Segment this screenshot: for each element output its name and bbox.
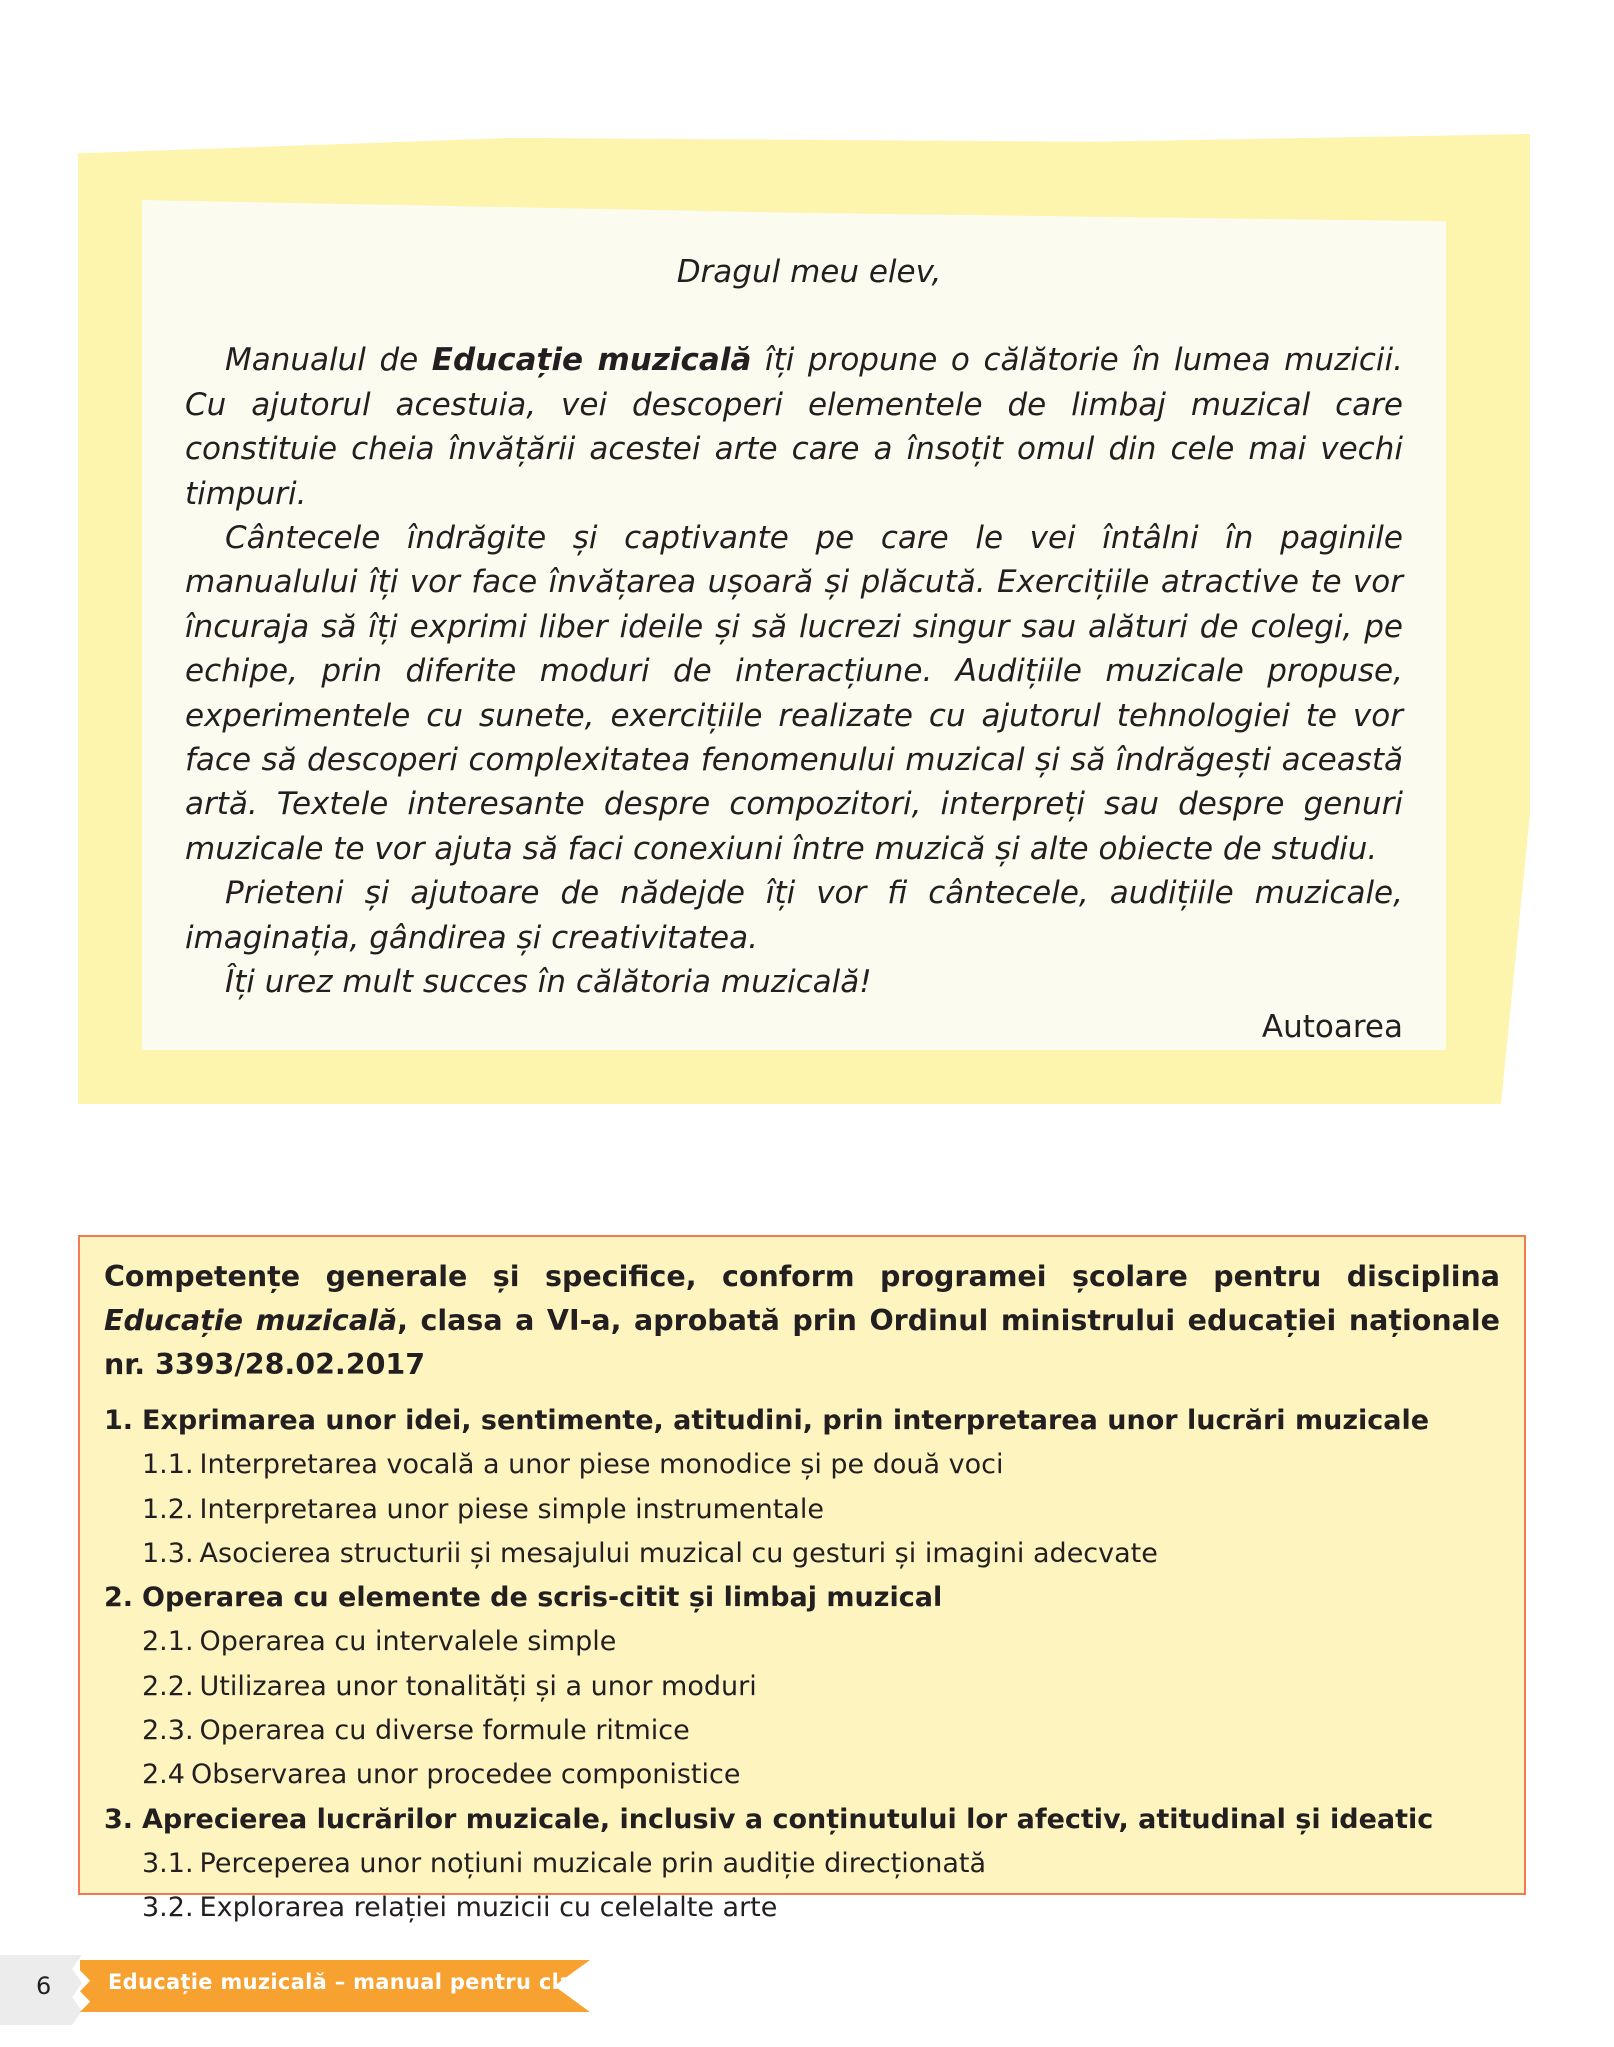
competency-item: 3.2. Explorarea relației muzicii cu celelalte arte	[142, 1892, 778, 1924]
competency-section: 2. Operarea cu elemente de scris-citit și limbaj muzical	[104, 1582, 943, 1614]
competency-item: 1.3. Asocierea structurii și mesajului muzical cu gesturi și imagini adecvate	[142, 1537, 1158, 1569]
letter-greeting: Dragul meu elev,	[676, 254, 942, 290]
competency-item: 2.3. Operarea cu diverse formule ritmice	[142, 1715, 690, 1747]
competency-item: 1.1. Interpretarea vocală a unor piese monodice și pe două voci	[142, 1449, 1004, 1481]
competency-item: 2.4 Observarea unor procedee componistice	[142, 1759, 741, 1791]
letter-signature: Autoarea	[1261, 1008, 1403, 1045]
subject-name: Educație muzicală	[431, 342, 752, 379]
letter-paragraph-4: Îți urez mult succes în călătoria muzicală!	[225, 964, 872, 1001]
competencies-box	[78, 1235, 1526, 1924]
letter-paragraph-2: Cântecele îndrăgite și captivante pe care le vei întâlni în paginile manualului îți vor face învățarea ușoară și plăcută. Exercițiile atractive te vor încuraja să îți exprimi liber ideile și să lucrezi singur sau alături de colegi, pe echipe, prin diferite moduri de interacțiune. Audițiile muzicale propuse, experimentele cu sunete, exercițiile realizate cu ajutorul tehnologiei te vor face să descoperi complexitatea fenomenului muzical și să îndrăgești această artă. Textele interesante despre compozitori, interpreți sau despre genuri muzicale te vor ajuta să faci conexiuni între muzică și alte obiecte de studiu.	[185, 520, 1403, 867]
competency-section: 3. Aprecierea lucrărilor muzicale, inclusiv a conținutului lor afectiv, atitudinal și ideatic	[104, 1803, 1434, 1835]
letter-paragraph-1: Manualul de Educație muzicală îți propune o călătorie în lumea muzicii. Cu ajutorul acestuia, vei descoperi elementele de limbaj muzical care constituie cheia învățării acestei arte care a însoțit omul din cele mai vechi timpuri.	[185, 342, 1403, 512]
competency-section: 1. Exprimarea unor idei, sentimente, atitudini, prin interpretarea unor lucrări muzicale	[104, 1405, 1430, 1436]
competencies-title: Competențe generale și specifice, conform programei școlare pentru disciplina Educație muzicală, clasa a VI-a, aprobată prin Ordinul ministrului educației naționale nr. 3393/28.02.2017	[104, 1260, 1501, 1381]
competency-item: 2.2. Utilizarea unor tonalități și a unor moduri	[142, 1670, 757, 1702]
competency-item: 1.2. Interpretarea unor piese simple instrumentale	[142, 1493, 824, 1525]
competency-item: 2.1. Operarea cu intervalele simple	[142, 1626, 617, 1658]
page-number: 6	[36, 1972, 52, 2000]
footer-book-title: Educație muzicală – manual pentru clasa a VI-a	[108, 1970, 679, 1994]
preface-letter	[185, 250, 1403, 1049]
competency-item: 3.1. Perceperea unor noțiuni muzicale prin audiție direcționată	[142, 1847, 987, 1879]
letter-paragraph-3: Prieteni și ajutoare de nădejde îți vor fi cântecele, audițiile muzicale, imaginația, gândirea și creativitatea.	[185, 875, 1403, 956]
